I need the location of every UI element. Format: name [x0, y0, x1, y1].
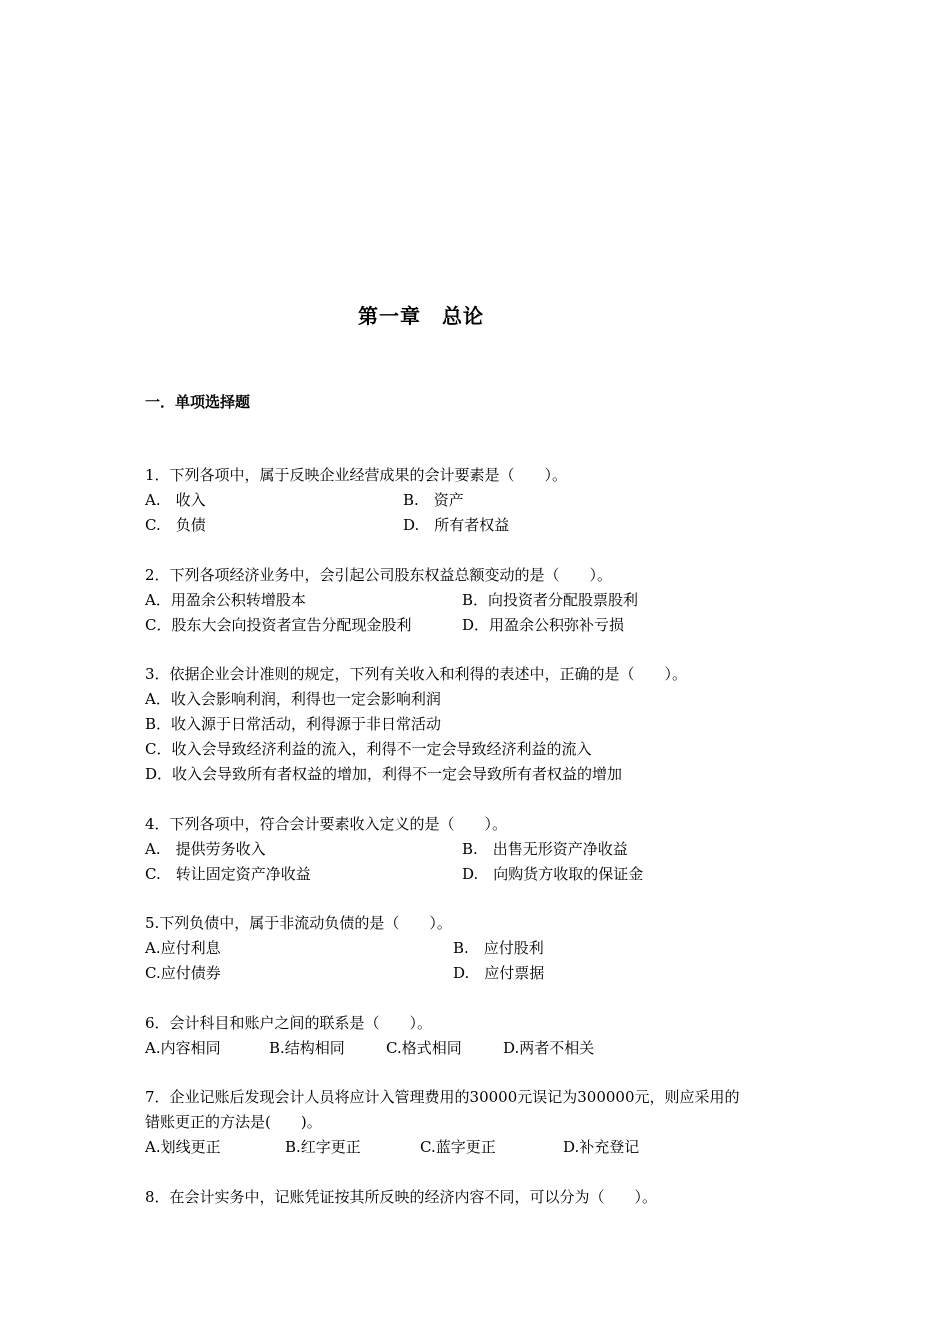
question-3-option-b: B．收入源于日常活动，利得源于非日常活动: [145, 715, 442, 733]
question-6-option-d: D.两者不相关: [503, 1039, 595, 1057]
question-3-option-d: D．收入会导致所有者权益的增加，利得不一定会导致所有者权益的增加: [145, 765, 623, 783]
question-2-option-d: D．用盈余公积弥补亏损: [462, 616, 625, 634]
question-1-option-c: C. 负债: [145, 516, 206, 534]
question-7-option-b: B.红字更正: [285, 1138, 361, 1156]
question-8-stem: 8．在会计实务中，记账凭证按其所反映的经济内容不同，可以分为（ ）。: [145, 1188, 658, 1206]
section-heading: 一．单项选择题: [145, 393, 251, 411]
question-3-stem: 3．依据企业会计准则的规定，下列有关收入和利得的表述中，正确的是（ ）。: [145, 665, 688, 683]
question-7-stem: 7．企业记账后发现会计人员将应计入管理费用的30000元误记为300000元，则应采用的: [145, 1088, 740, 1106]
question-6-option-c: C.格式相同: [386, 1039, 462, 1057]
question-6-option-b: B.结构相同: [269, 1039, 345, 1057]
question-5-option-a: A.应付利息: [145, 939, 221, 957]
question-6-stem: 6．会计科目和账户之间的联系是（ ）。: [145, 1014, 433, 1032]
question-1-stem: 1．下列各项中，属于反映企业经营成果的会计要素是（ ）。: [145, 466, 568, 484]
question-2-option-a: A．用盈余公积转增股本: [145, 591, 306, 609]
question-2-option-b: B．向投资者分配股票股利: [462, 591, 639, 609]
question-5-option-d: D. 应付票据: [453, 964, 545, 982]
question-2-option-c: C．股东大会向投资者宣告分配现金股利: [145, 616, 412, 634]
question-7-stem-continued: 错账更正的方法是( )。: [145, 1113, 322, 1131]
question-4-option-c: C. 转让固定资产净收益: [145, 865, 311, 883]
question-5-stem: 5.下列负债中，属于非流动负债的是（ ）。: [145, 914, 452, 932]
question-6-option-a: A.内容相同: [145, 1039, 221, 1057]
question-7-option-d: D.补充登记: [563, 1138, 640, 1156]
question-4-option-d: D. 向购货方收取的保证金: [462, 865, 644, 883]
question-3-option-c: C．收入会导致经济利益的流入，利得不一定会导致经济利益的流入: [145, 740, 592, 758]
question-1-option-b: B. 资产: [403, 491, 464, 509]
question-1-option-d: D. 所有者权益: [403, 516, 510, 534]
question-7-option-a: A.划线更正: [145, 1138, 221, 1156]
question-7-option-c: C.蓝字更正: [420, 1138, 496, 1156]
question-4-option-a: A. 提供劳务收入: [145, 840, 266, 858]
question-1-option-a: A. 收入: [145, 491, 206, 509]
question-4-stem: 4．下列各项中，符合会计要素收入定义的是（ ）。: [145, 815, 508, 833]
question-5-option-c: C.应付债券: [145, 964, 221, 982]
question-4-option-b: B. 出售无形资产净收益: [462, 840, 628, 858]
question-5-option-b: B. 应付股利: [453, 939, 544, 957]
question-2-stem: 2．下列各项经济业务中，会引起公司股东权益总额变动的是（ ）。: [145, 566, 613, 584]
question-3-option-a: A．收入会影响利润，利得也一定会影响利润: [145, 690, 441, 708]
chapter-title: 第一章 总论: [358, 304, 484, 328]
